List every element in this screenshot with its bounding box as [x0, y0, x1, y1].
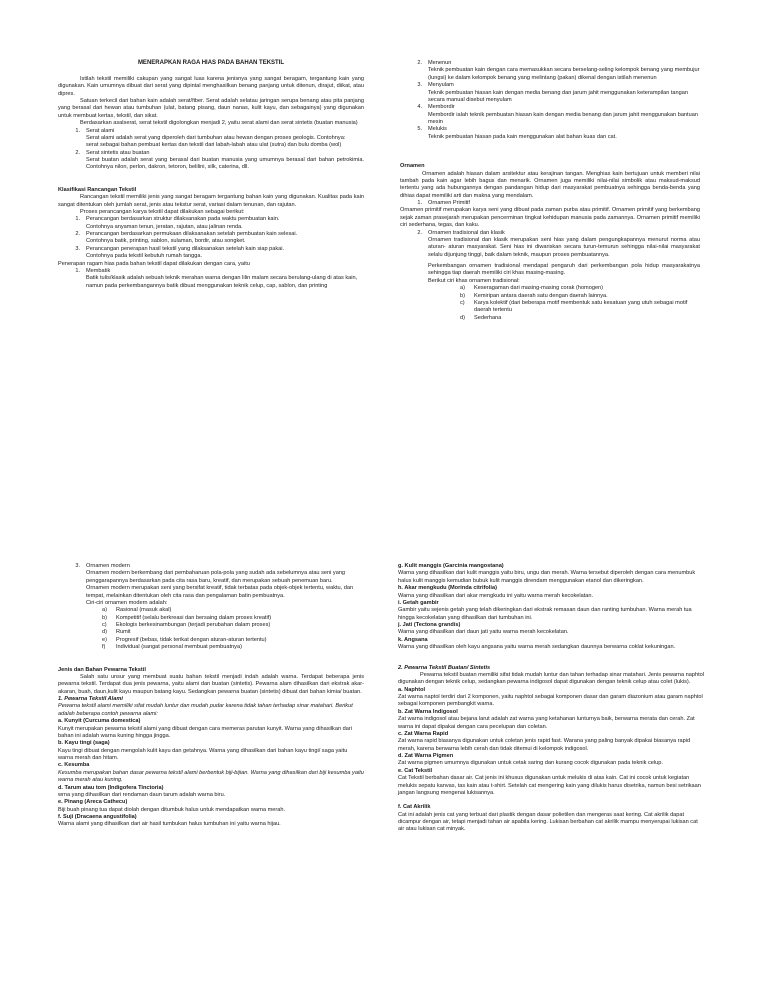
list-item-title: k. Angsana: [398, 636, 428, 643]
list-item-body: Kunyit merupakan pewarna tekstil alami yang dibuat dengan cara memeras parutan kunyit. Warna yang dihasilkan dari bahan ini adalah warna kuning hingga jingga.: [58, 725, 352, 739]
ciri-tradisional-list: [400, 285, 700, 322]
list-item-body: Warna yang dihasilkan oleh kayu angsana yaitu warna merah sedangkan daunnya berwarna coklat kekuningan.: [398, 644, 676, 651]
pewarna-alami-list: [58, 718, 364, 829]
list-item-body: Gambir yaitu sejenis getah yang telah dikeringkan dari ekstrak remasan daun dan ranting tumbuhan. Warna merah tua hingga kecokelatan yang dihasilkan dari tumbuhan ini.: [398, 607, 692, 621]
section-heading-ornamen: Ornamen: [400, 163, 425, 170]
ciri-modern-list: [42, 607, 364, 651]
list-item-body: Warna yang dihasilkan dari akar mengkudu ini yaitu warna merah kecokelatan.: [398, 592, 594, 599]
list-item-body: Zat warna naptol terdiri dari 2 komponen, yaitu naphtol sebagai komponen dasar dan garam diazonium atau garam naphtol sebagai komponen pembangkit warna.: [398, 694, 703, 708]
pewarna-alami-list-continued: [398, 563, 704, 652]
list-item-title: f. Suji (Dracaena angustifolia): [58, 814, 137, 820]
list-item-title: f. Cat Akrilik: [398, 804, 431, 811]
list-item-body: Serat alami adalah serat yang diperoleh dari tumbuhan atau hewan dengan proses geologis. Contohnya:: [86, 134, 346, 141]
list-item: e) Progresif (bebas, tidak terikat dengan aturan-aturan tertentu): [102, 636, 267, 643]
list-item: d) Rumit: [102, 629, 131, 636]
list-item-body: Cat ini adalah jenis cat yang terbuat dari plastik dengan dasar polietilen dan mengeras saat kering. Cat akrilik dapat dicampur dengan air, tetapi menjadi tahan air apabila kering. Lukisan berbahan cat akrilik mampu menyerupai lukisan cat air atau lukisan cat minyak.: [398, 811, 698, 833]
list-item-title: c. Zat Warna Rapid: [398, 730, 449, 737]
list-item-tradisional: 2. Ornamen tradisional dan klasik Ornamen tradisional dan klasik merupakan seni hias yang dalam pengungkapannya menurut norma atau aturan- aturan masyarakat. Seni hias ini diwariskan secara turun-temurun sehingga nilai-nilai masyarakat selalu dijunjung tinggi, baik dalam teknik, maupun proses pembuatannya. Perkembangan ornamen tradisional mendapat pengaruh dari perkembangan pola hidup masyarakatnya sehingga tiap daerah memiliki ciri khas masing-masing. Berikut ciri khas ornamen tradisional:: [417, 229, 700, 284]
document-title: MENERAPKAN RAGA HIAS PADA BAHAN TEKSTIL: [137, 60, 285, 66]
list-item: 3. Perancangan penerapan hasil tekstil yang dilaksanakan setelah kain siap pakai. Contohnya pada tekstil kebutuh rumah tangga.: [75, 245, 285, 260]
list-item-body: Zat warna pigmen umumnya digunakan untuk cetak saring dan kurang cocok digunakan pada teknik celup.: [398, 760, 663, 767]
list-item: 2. Menenun Teknik pembuatan kain dengan cara memasukkan secara berselang-seling kelompok benang yang membujur (lungsi) ke dalam kelompok benang yang melintang (pakan) dikenal dengan istilah menenun: [417, 60, 700, 81]
list-item: 2. Perancangan berdasarkan permukaan dilaksanakan setelah pembuatan kain selesai. Contohnya batik, printing, sablon, sulaman, bordir, atau songket.: [75, 231, 298, 245]
list-item-title: i. Getah gambir: [398, 599, 439, 606]
bottom-left-column: [58, 563, 364, 829]
list-item: 4. Membordir Membordir ialah teknik pembuatan hiasan kain dengan media benang dan jarum jahit menggunakan bantuan mesin: [417, 104, 698, 125]
bottom-right-column: [398, 563, 704, 834]
list-item-body: Kayu tingi dibuat dengan mengolah kulit kayu dan getahnya. Warna yang dihasilkan dari bahan kayu tingi/ saga yaitu warna merah dan hitam.: [58, 747, 348, 761]
list-item-body: Warna yang dihasilkan dari daun jati yaitu warna merah kecokelatan.: [398, 629, 569, 636]
jenis-paragraph: Salah satu unsur yang membuat suatu bahan tekstil menjadi indah adalah warna. Terdapat beberapa jenis pewarna tekstil. Terdapat dua jenis pewarna, yaitu alami dan buatan (sintetis). Pewarna alam dihasilkan dari ekstrak akar-akaran, buah, daun,kulit kayu maupun batang kayu. Sedangkan pewarna buatan (sintetis) dibuat dari bahan kimia/ buatan.: [58, 673, 364, 695]
top-right-column: [400, 60, 700, 322]
list-item-body: Serat buatan adalah serat yang berasal dari buatan manusia yang umumnya berasal dari bahan petrokimia. Contohnya nilon, perlon, dakron, tetoron, belilini, silk, caterina, dll.: [86, 157, 364, 171]
subheading-pewarna-sintetis: 2. Pewarna Tekstil Buatan/ Sintetis: [398, 664, 491, 671]
list-item-title: b. Kayu tingi (saga): [58, 740, 110, 747]
proses-list: [58, 216, 364, 260]
list-item-title: a. Naphtol: [398, 686, 426, 693]
alami-paragraph: Pewarna tekstil alami memiliki sifat mudah luntur dan mudah pudar karena tidak tahan terhadap sinar matahari. Berikut adalah beberapa contoh pewarna alami:: [58, 703, 353, 717]
list-item-title: Membatik: [86, 267, 111, 274]
pewarna-sintetis-list: [398, 687, 704, 834]
list-item: 1. Perancangan berdasarkan struktur dilaksanakan pada waktu pembuatan kain. Contohnya anyaman tenun, jeratan, rajutan, atau jalinan renda.: [75, 216, 280, 230]
list-item-body: Kesumba merupakan bahan dasar pewarna tekstil alami berbentuk biji-bijian. Warna yang dihasilkan dari biji kesumba yaitu warna merah atau kuning.: [58, 769, 364, 784]
list-item: a) Keseragaman dari masing-masing corak (homogen): [460, 285, 604, 292]
list-item-body: Cat Tekstil berbahan dasar air. Cat jenis ini khusus digunakan untuk melukis di atas kain. Cat ini cocok untuk kegiatan melukis sepatu kanvas, tas kain atau t-shirt. Setelah cat mengering kain yang dilukis harus disetrika, namun besi setrikaan jangan langsung mengenai lukisannya.: [398, 775, 701, 796]
list-item-title: h. Akar mengkudu (Morinda citrifolia): [398, 585, 497, 592]
list-item: b) Kompetitif (selalu berkreasi dan bersaing dalam proses kreatif): [102, 614, 272, 621]
list-item-title: a. Kunyit (Curcuma domestica): [58, 718, 141, 725]
top-left-column: [58, 60, 364, 290]
list-item-title: Serat sintetis atau buatan: [86, 149, 150, 156]
list-item-body: wrna yang dihasilkan dari rendaman daun tarum adalah warna biru.: [58, 791, 226, 798]
list-item-primitif: 1. Ornamen Primitif: [417, 200, 470, 206]
list-item: c) Ekologis berkesinambungan (terjadi perubahan dalam proses): [102, 622, 271, 628]
section-heading-klasifikasi: Klasifikasi Rancangan Tekstil: [58, 186, 137, 193]
list-item-modern: 3. Ornamen modern Ornamen modern berkembang dari pembaharuan pola-pola yang sudah ada sebelumnya atau seni yang penggarapannya berdasarkan pada cita rasa baru, kreatif, dan merupakan sebuah penemuan baru. Ornamen modern merupakan seni yang bersifat kreatif, tidak terbatas pada objek-objek tertentu, waktu, dan tempat, melainkan ditentukan oleh cita rasa dan pengalaman batin pembuatnya. Ciri-ciri ornamen modern adalah:: [75, 563, 354, 606]
list-item-title: c. Kesumba: [58, 762, 90, 769]
list-item: 2. Serat sintetis atau buatan Serat buatan adalah serat yang berasal dari buatan manusia yang umumnya berasal dari bahan petrokimia. Contohnya nilon, perlon, dakron, tetoron, belilini, silk, caterina, dll.: [75, 149, 364, 171]
klasifikasi-paragraph-1: Rancangan tekstil memiliki jenis yang sangat beragam tergantung bahan kain yang digunakan. Kualitas pada kain sangat ditentukan oleh jumlah serat, jenis atau tekstur serat, variasi dalam tenunan, dan rajutan.: [58, 194, 364, 208]
list-item-body: Zat warna rapid biasanya digunakan untuk coletan jenis rapid fast. Warana yang paling banyak dipakai biasanya rapid merah, karena berwarna lebih cerah dan tidak ditemui di kelompok indigosol.: [398, 738, 691, 752]
list-item-title: d. Tarum atau tom (Indigofera Tinctoria): [58, 784, 164, 791]
penerapan-paragraph: Penerapan ragam hias pada bahan tekstil dapat dilakukan dengan cara, yaitu: [58, 260, 250, 267]
list-item-title: j. Jati (Tectona grandis): [398, 622, 461, 628]
list-item-title: b. Zat Warna Indigosol: [398, 708, 458, 715]
sintetis-paragraph: Pewarna tekstil buatan memiliki sifat tidak mudah luntur dan tahan terhadap sinar matahari. Jenis pewarna naphtol digunakan dengan teknik celup, sedangkan pewarna indigosol dapat digunakan dengan teknik celup atau colet (lukis).: [398, 671, 704, 686]
list-item-title: Serat alami: [86, 127, 115, 134]
section-heading-jenis-pewarna: Jenis dan Bahan Pewarna Tekstil: [58, 666, 146, 673]
list-item-membatik: 1. Membatik Batik tulis/klasik adalah sebuah teknik merahan warna dengan lilin malam secara berulang-ulang di atas kain, namun pada perkembangannya batik dibuat menggunakan teknik celup, cap, sablon, dan printing: [58, 268, 364, 290]
list-item-body: serat sebagai bahan pembuat kertas dan tekstil dari labah-labah atau ulat (sutra) dan bulu domba (wol): [86, 142, 342, 149]
subheading-pewarna-alami: 1. Pewarna Tekstil Alami: [58, 696, 123, 702]
ornamen-paragraph: Ornamen adalah hiasan dalam arsitektur atau kerajinan tangan. Menghias kain bertujuan untuk memberi nilai tambah pada kain agar lebih bagus dan menarik. Ornamen juga memiliki nilai-nilai simbolik atau maksud-maksud tertentu yang ada hubungannya dengan pandangan hidup dari masyarakat pembuatnya sehingga benda-benda yang dihias dapat memiliki arti dan makna yang mendalam.: [400, 170, 700, 199]
primitif-body: Ornamen primitif merupakan karya seni yang dibuat pada zaman purba atau primitif. Ornamen primitif yang berkembang sejak zaman prasejarah merupakan pencerminan tingkat kehidupan manusia pada zamannya. Ornamen primitif memiliki ciri sederhana, tegas, dan kaku.: [400, 207, 700, 229]
intro-paragraph-2: Satuan terkecil dari bahan kain adalah serat/fiber. Serat adalah selatau jaringan serupa benang atau pita panjang yang berasal dari hewan atau tumbuhan (ulat, batang pisang, daun nanas, kulit kayu, dan sebagainya) yang digunakan untuk membuat kertas, tekstil, dan sikat.: [58, 98, 364, 119]
list-item: a) Rasional (masuk akal): [102, 607, 172, 614]
list-item: f) Individual (sangat personal membuat pembuatnya): [102, 644, 242, 651]
list-item-body: Warna yang dihasilkan dari kulit manggis yaitu biru, ungu dan merah. Warna tersebut diperoleh dengan cara menumbuk halus kulit manggis kemudian bubuk kulit manggis direndam menggunakan etanol dan dikeringkan.: [398, 570, 696, 584]
list-item: 1. Serat alami Serat alami adalah serat yang diperoleh dari tumbuhan atau hewan dengan proses geologis. Contohnya: serat sebagai bahan pembuat kertas dan tekstil dari labah-labah atau ulat (sutra) dan bulu domba (wol): [58, 128, 364, 150]
list-item: c) Karya kolektif (dari beberapa motif membentuk satu kesatuan yang utuh sebagai motif daerah tertentu: [460, 299, 688, 314]
list-item-body: Warna alami yang dihasilkan dari air hasil tumbukan halus tumbuhan ini yaitu warna hijau.: [58, 821, 281, 828]
serat-list: [58, 128, 364, 172]
list-item: b) Kemiripan antara daerah satu dengan daerah lainnya.: [460, 292, 608, 299]
list-item-title: d. Zat Warna Pigmen: [398, 753, 454, 759]
list-item-body: Biji buah pinang tua dapat diolah dengan ditumbuk halus untuk mendapatkan warna merah.: [58, 806, 286, 813]
list-item: 3. Menyulam Teknik pembuatan hiasan kain dengan media benang dan jarum jahit menggunakan keterampilan tangan secara manual disebut menyulam: [417, 82, 688, 103]
list-item-title: e. Cat Tekstil: [398, 767, 433, 774]
intro-paragraph-1: Istilah tekstil memiliki cakupan yang sangat luas karena jenisnya yang sangat beragam, tergantung kain yang digunakan. Kain umumnya dibuat dari serat yang dipintal menghasilkan benang panjang untuk ditenun, dirajut, diikat, atau dipres.: [58, 75, 364, 97]
list-item-body: Batik tulis/klasik adalah sebuah teknik merahan warna dengan lilin malam secara berulang-ulang di atas kain, namun pada perkembangannya batik dibuat menggunakan teknik celup, cap, sablon, dan printing: [86, 275, 358, 289]
intro-paragraph-3: Berdasarkan asalserat, serat tekstil digolongkan menjadi 2, yaitu serat alami dan serat sintetis (buatan manusia): [80, 120, 358, 127]
list-item: 5. Melukis Teknik pembuatan hiasan pada kain menggunakan alat bahan kuas dan cat.: [417, 126, 617, 140]
klasifikasi-paragraph-2: Proses perancangan karya tekstil dapat dilakukan sebagai berikut:: [80, 208, 245, 215]
list-item: d) Sederhana: [460, 314, 502, 321]
list-item-body: Zat warna indigosol atau bejana larut adalah zat warna yang ketahanan lunturnya baik, berwarna merata dan cerah. Zat warna ini dapat dipakai dengan cara pecelupan dan coletan.: [398, 716, 695, 730]
list-item-title: e. Pinang (Areca Cathecu): [58, 799, 128, 806]
teknik-list: [400, 60, 700, 141]
list-item-title: g. Kulit manggis (Garcinia mangostana): [398, 563, 504, 569]
